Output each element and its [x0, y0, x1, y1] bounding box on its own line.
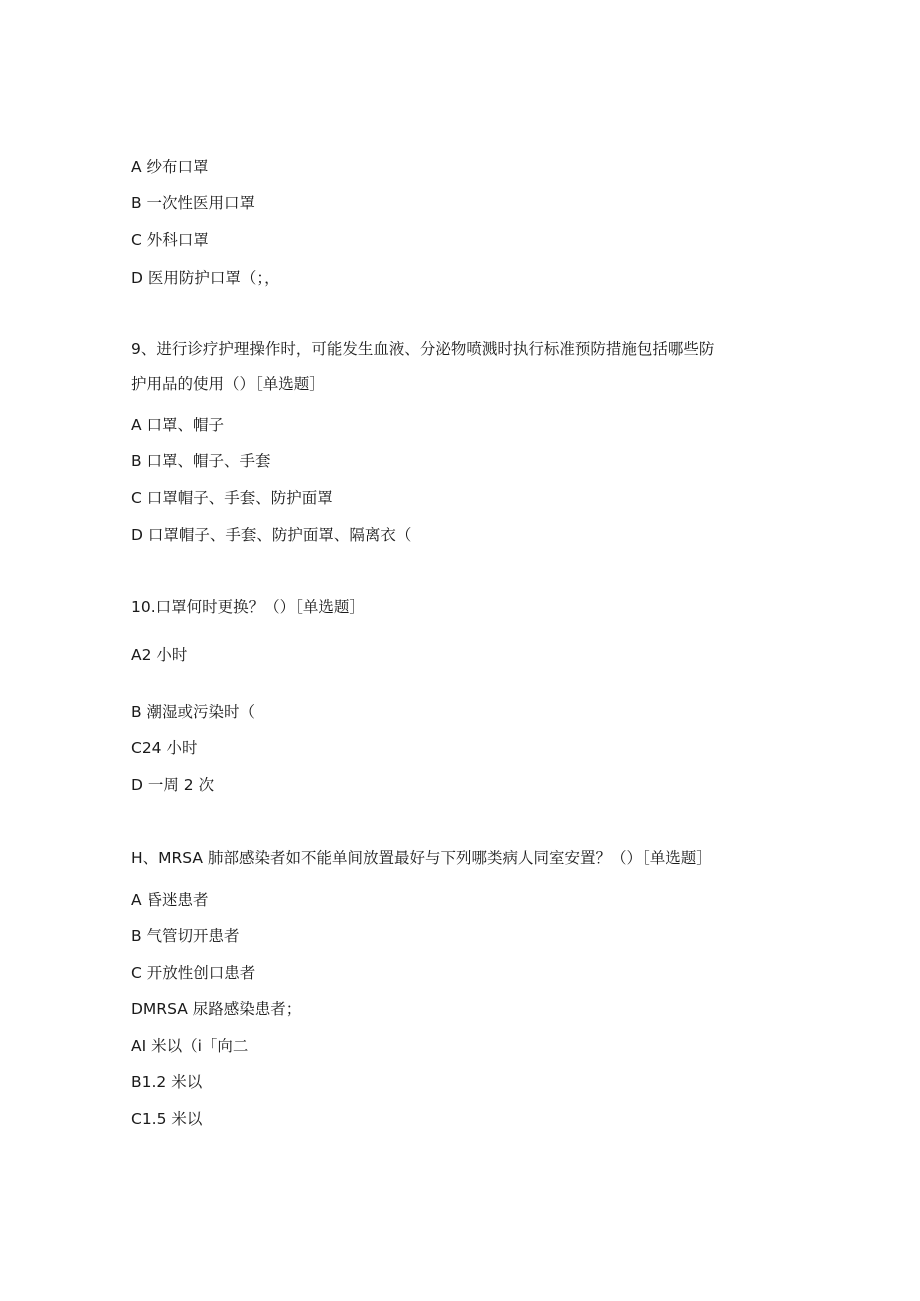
q11-stem: H、MRSA 肺部感染者如不能单间放置最好与下列哪类病人同室安置？（）［单选题］: [131, 849, 712, 867]
q9-option-c: C 口罩帽子、手套、防护面罩: [131, 489, 333, 507]
q10-option-d: D 一周 2 次: [131, 776, 215, 794]
q12-option-b: B1.2 米以: [131, 1073, 203, 1091]
q11-option-c: C 开放性创口患者: [131, 964, 256, 982]
q9-option-d: D 口罩帽子、手套、防护面罩、隔离衣（: [131, 526, 412, 544]
q9-stem-line2: 护用品的使用（）［单选题］: [131, 375, 325, 393]
q10-option-c: C24 小时: [131, 739, 198, 757]
q12-option-c: C1.5 米以: [131, 1110, 203, 1128]
q8-option-c: C 外科口罩: [131, 231, 209, 249]
q12-option-a: AI 米以（i「向二: [131, 1037, 249, 1055]
q9-option-a: A 口罩、帽子: [131, 416, 225, 434]
q8-option-a: A 纱布口罩: [131, 158, 209, 176]
q8-option-d: D 医用防护口罩（；，: [131, 269, 280, 287]
q11-option-d: DMRSA 尿路感染患者；: [131, 1000, 302, 1018]
q11-option-a: A 昏迷患者: [131, 891, 209, 909]
q10-stem: 10.口罩何时更换？（）［单选题］: [131, 598, 365, 616]
q11-option-b: B 气管切开患者: [131, 927, 240, 945]
q9-option-b: B 口罩、帽子、手套: [131, 452, 271, 470]
q10-option-b: B 潮湿或污染时（: [131, 703, 256, 721]
q9-stem-line1: 9、进行诊疗护理操作时，可能发生血液、分泌物喷溅时执行标准预防措施包括哪些防: [131, 340, 715, 358]
q10-option-a: A2 小时: [131, 646, 188, 664]
q8-option-b: B 一次性医用口罩: [131, 194, 256, 212]
